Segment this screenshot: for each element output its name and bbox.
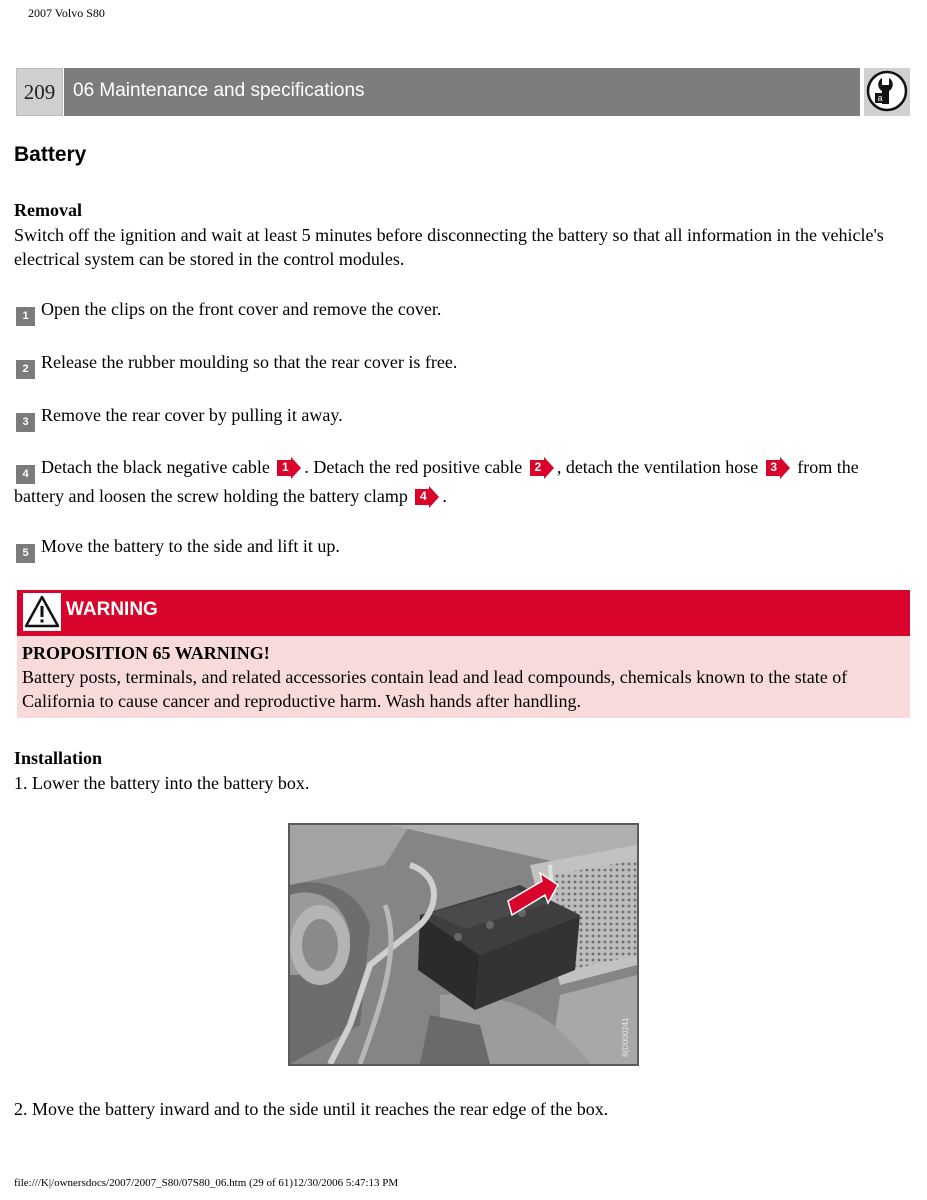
removal-step-3 xyxy=(16,403,916,432)
chapter-header xyxy=(16,68,910,116)
warning-text: Battery posts, terminals, and related accessories contain lead and lead compounds, chemicals known to the state of California to cause cancer and reproductive harm. Wash hands after handling. xyxy=(22,667,848,711)
warning-triangle-icon xyxy=(23,593,61,631)
removal-step-2 xyxy=(16,350,916,379)
step-text: Move the battery to the side and lift it up. xyxy=(41,536,340,556)
step-text: Open the clips on the front cover and remove the cover. xyxy=(41,299,442,319)
removal-intro: Switch off the ignition and wait at least 5 minutes before disconnecting the battery so that all information in the vehicle's electrical system can be stored in the control modules. xyxy=(14,225,884,269)
battery-installation-figure xyxy=(288,823,639,1066)
removal-step-1 xyxy=(16,297,916,326)
step-text: , detach the ventilation hose xyxy=(556,457,763,477)
step-number-badge: 5 xyxy=(16,544,35,563)
step-text: . Detach the red positive cable xyxy=(304,457,527,477)
arrow-reference-icon: 4 xyxy=(414,486,440,508)
chapter-title: 06 Maintenance and specifications xyxy=(64,68,860,116)
installation-heading: Installation xyxy=(14,748,103,768)
step-number-badge: 2 xyxy=(16,360,35,379)
arrow-reference-icon: 2 xyxy=(529,457,555,479)
figure-code: 8(D000241 xyxy=(621,1017,630,1057)
step-number-badge: 3 xyxy=(16,413,35,432)
removal-heading: Removal xyxy=(14,200,82,220)
warning-header xyxy=(17,590,910,636)
step-text: Remove the rear cover by pulling it away. xyxy=(41,405,343,425)
document-title: 2007 Volvo S80 xyxy=(28,6,105,20)
installation-step-1: 1. Lower the battery into the battery box. xyxy=(14,773,310,793)
warning-title: PROPOSITION 65 WARNING! xyxy=(22,643,270,663)
removal-step-4 xyxy=(14,455,908,508)
step-text: from the battery and loosen the screw holding the battery clamp xyxy=(14,457,859,506)
page-number: 209 xyxy=(16,68,63,116)
warning-body xyxy=(17,636,910,718)
removal-step-5 xyxy=(16,534,916,563)
step-number-badge: 4 xyxy=(16,465,35,484)
step-text: Release the rubber moulding so that the rear cover is free. xyxy=(41,352,458,372)
warning-label: WARNING xyxy=(66,599,158,620)
arrow-reference-icon: 1 xyxy=(276,457,302,479)
section-title: Battery xyxy=(14,143,87,166)
step-text: Detach the black negative cable xyxy=(41,457,275,477)
wrench-service-icon xyxy=(864,68,910,116)
svg-text:a: a xyxy=(877,93,883,103)
step-number-badge: 1 xyxy=(16,307,35,326)
step-text: . xyxy=(442,486,447,506)
footer-file-path: file:///K|/ownersdocs/2007/2007_S80/07S80_06.htm (29 of 61)12/30/2006 5:47:13 PM xyxy=(14,1177,399,1189)
installation-step-2: 2. Move the battery inward and to the side until it reaches the rear edge of the box. xyxy=(14,1099,609,1119)
arrow-reference-icon: 3 xyxy=(765,457,791,479)
